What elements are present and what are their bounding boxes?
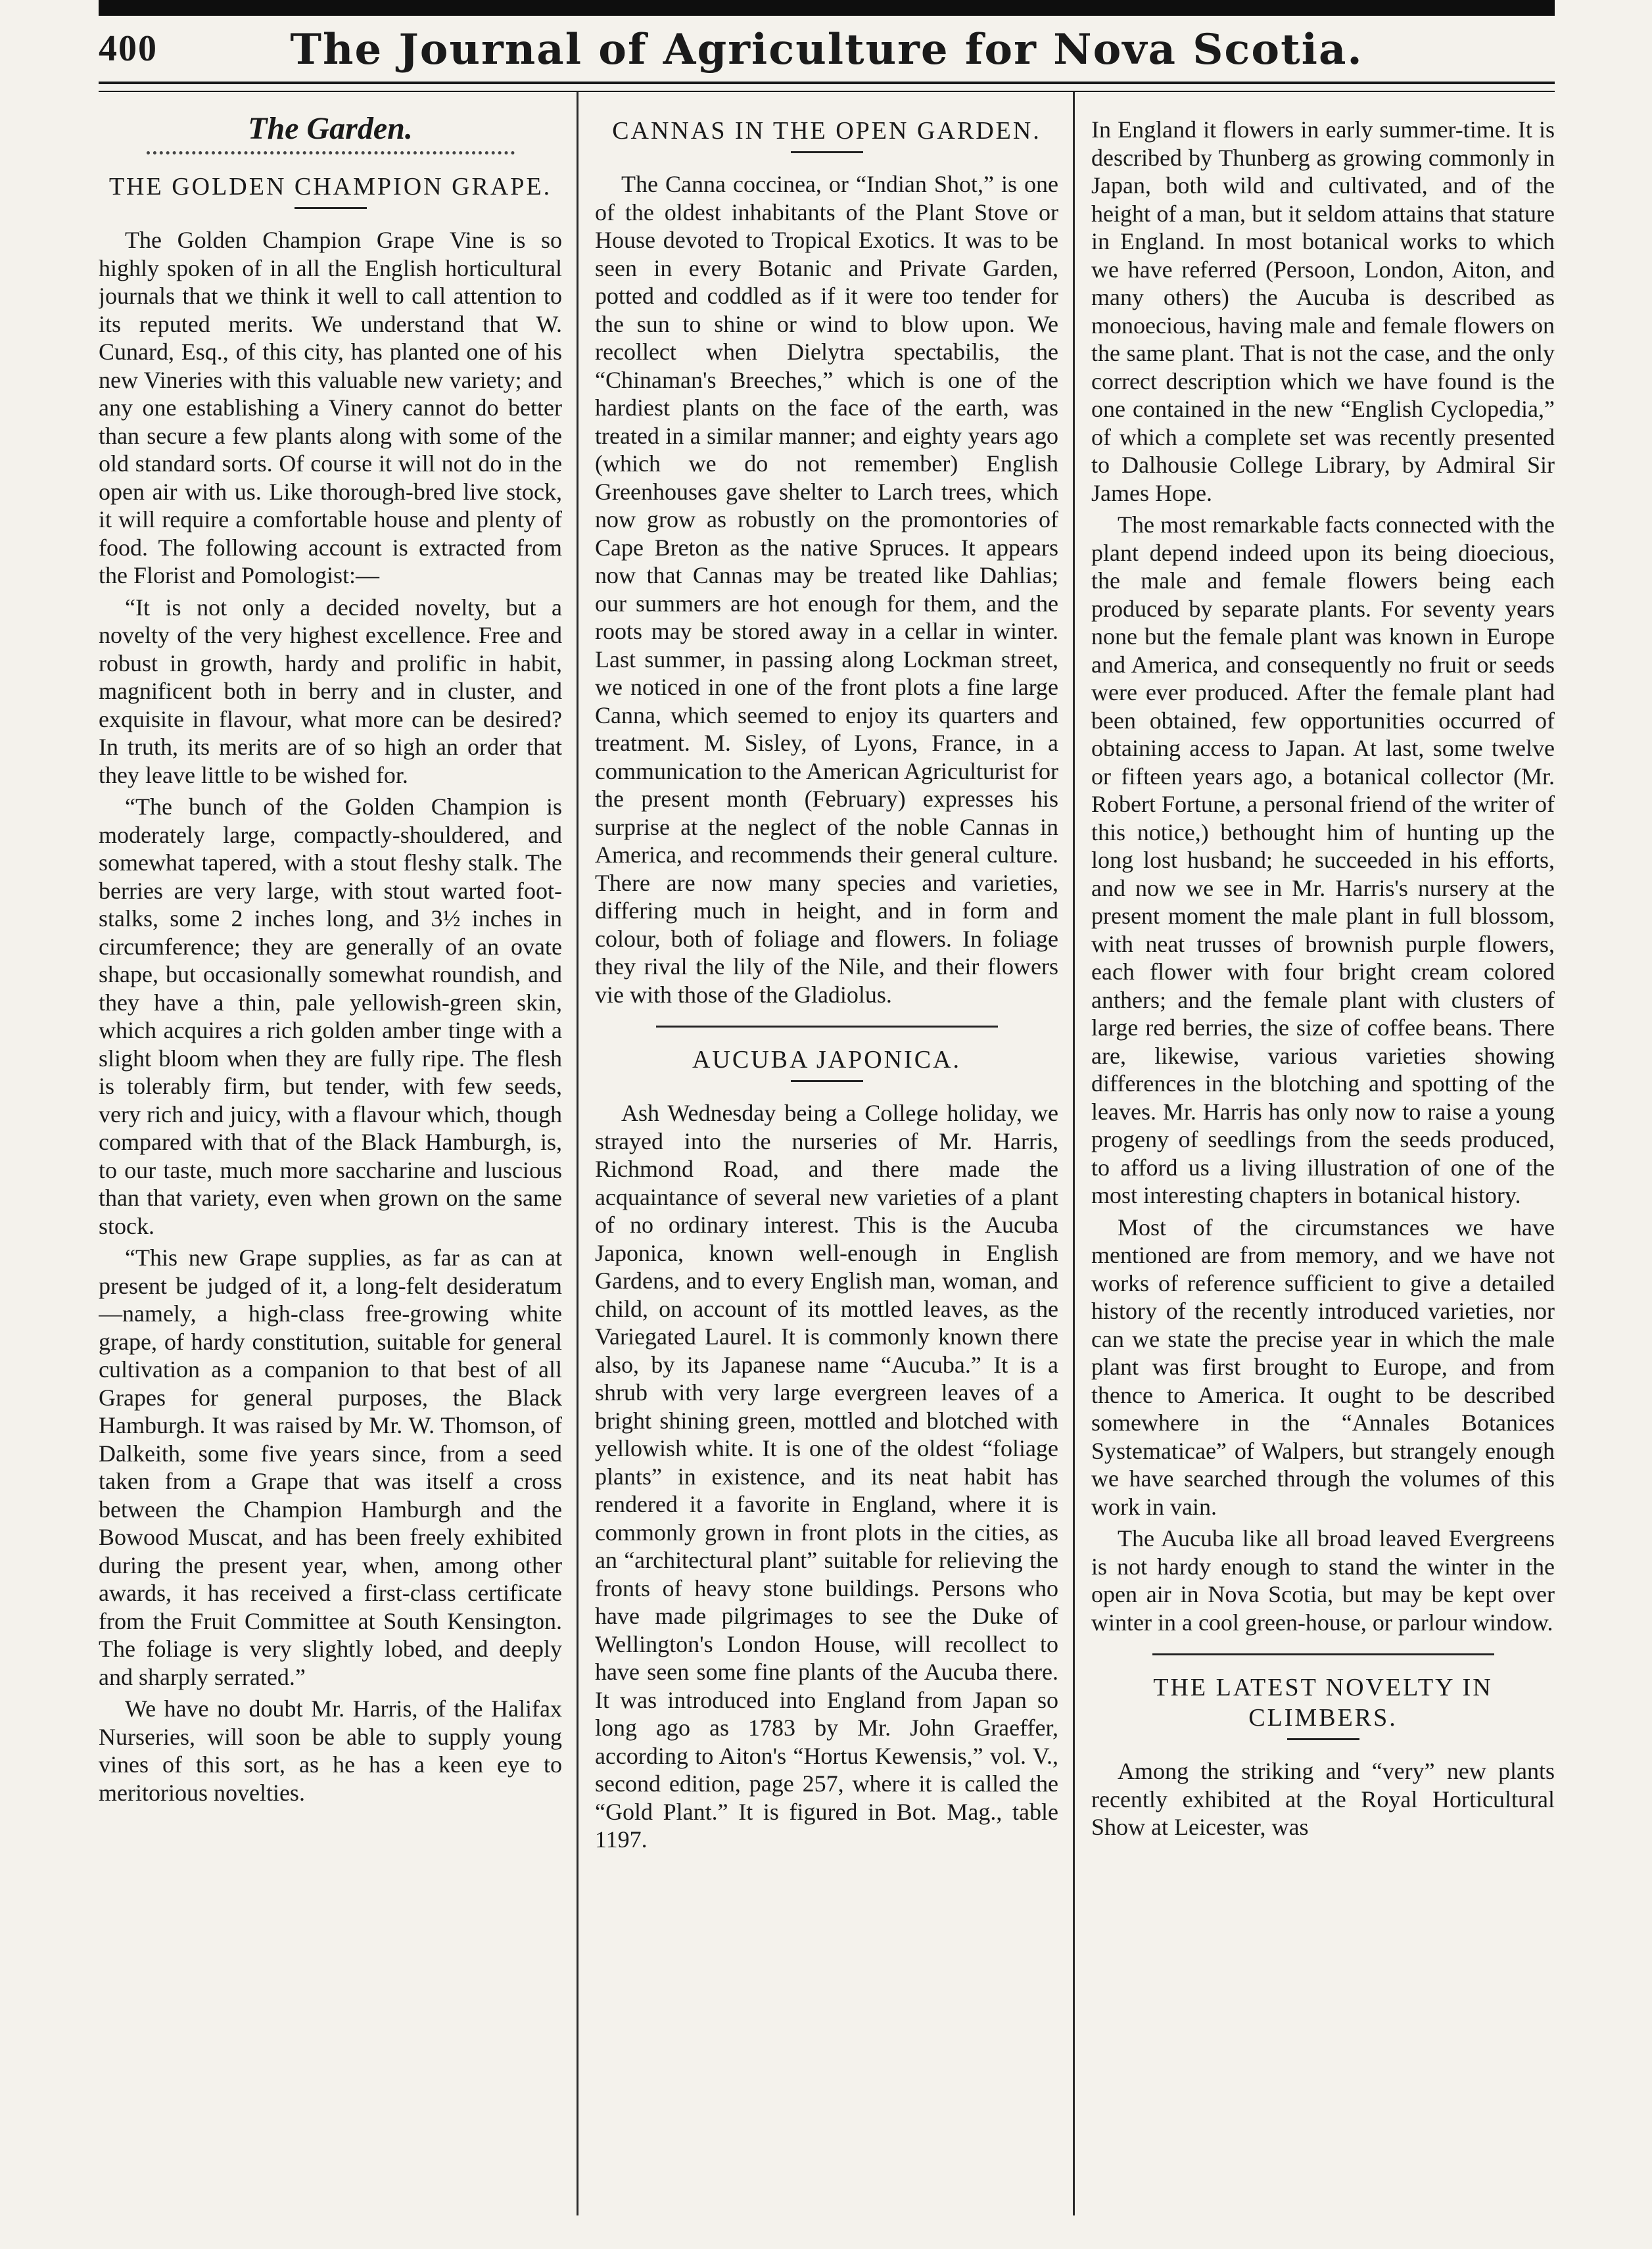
- article-title-latest-novelty-climbers: THE LATEST NOVELTY IN CLIMBERS.: [1153, 1674, 1493, 1732]
- section-rule: [656, 1026, 998, 1028]
- article-title-aucuba-japonica: AUCUBA JAPONICA.: [692, 1046, 962, 1074]
- dotted-ornament: [147, 151, 515, 154]
- department-heading: The Garden.: [248, 111, 413, 146]
- title-rule: [791, 151, 863, 153]
- journal-title: The Journal of Agriculture for Nova Scotia.: [290, 25, 1363, 74]
- paragraph: “This new Grape supplies, as far as can at present be judged of it, a long-felt desideratum—namely, a high-class free-growing white grape, of hardy constitution, suitable for general cultivation as a companion to that best of all Grapes for general purposes, the Black Hamburgh. It was raised by Mr. W. Thomson, of Dalkeith, some five years since, from a seed taken from a Grape that was itself a cross between the Champion Hamburgh and the Bowood Muscat, and has been freely exhibited during the present year, when, among other awards, it has received a first-class certificate from the Fruit Committee at South Kensington. The foliage is very slightly lobed, and deeply and sharply serrated.”: [99, 1244, 562, 1690]
- article-title-cannas: CANNAS IN THE OPEN GARDEN.: [612, 117, 1041, 145]
- page-header: [99, 25, 1555, 72]
- paragraph: We have no doubt Mr. Harris, of the Halifax Nurseries, will soon be able to supply young vines of this sort, as he has a keen eye to meritorious novelties.: [99, 1695, 562, 1806]
- column-divider-1: [577, 92, 578, 2215]
- paragraph: The most remarkable facts connected with the plant depend indeed upon its being dioecious, the male and female flowers being each produced by separate plants. For seventy years none but the female plant was known in Europe and America, and consequently no fruit or seeds were ever produced. After the female plant had been obtained, few opportunities occurred of obtaining access to Japan. At last, some twelve or fifteen years ago, a botanical collector (Mr. Robert Fortune, a personal friend of the writer of this notice,) bethought him of hunting up the long lost husband; he succeeded in his efforts, and now we see in Mr. Harris's nursery at the present moment the male plant in full blossom, with neat trusses of brownish purple flowers, each flower with four bright cream colored anthers; and the female plant with clusters of large red berries, the size of coffee beans. There are, likewise, various varieties showing differences in the blotching and spotting of the leaves. Mr. Harris has only now to raise a young progeny of seedlings from the seeds produced, to afford us a living illustration of one of the most interesting chapters in botanical history.: [1091, 511, 1555, 1208]
- title-rule: [295, 207, 367, 209]
- page-number: 400: [99, 28, 158, 69]
- title-rule: [1287, 1738, 1359, 1740]
- paragraph: Ash Wednesday being a College holiday, we strayed into the nurseries of Mr. Harris, Richmond Road, and there made the acquaintance of several new varieties of a plant of no ordinary interest. This is the Aucuba Japonica, known well-enough in English Gardens, and to every English man, woman, and child, on account of its mottled leaves, as the Variegated Laurel. It is commonly known there also, by its Japanese name “Aucuba.” It is a shrub with very large evergreen leaves of a bright shining green, mottled and blotched with yellowish white. It is one of the oldest “foliage plants” in existence, and its neat habit has rendered it a favorite in England, where it is commonly grown in front plots in the cities, as an “architectural plant” suitable for relieving the fronts of heavy stone buildings. Persons who have made pilgrimages to see the Duke of Wellington's London House, will recollect to have seen some fine plants of the Aucuba there. It was introduced into England from Japan so long ago as 1783 by Mr. John Graeffer, according to Aiton's “Hortus Kewensis,” vol. V., second edition, page 257, where it is called the “Gold Plant.” It is figured in Bot. Mag., table 1197.: [595, 1100, 1058, 1853]
- paragraph: Most of the circumstances we have mentioned are from memory, and we have not works of reference sufficient to give a detailed history of the recently introduced varieties, nor can we state the precise year in which the male plant was first brought to Europe, and from thence to America. It ought to be described somewhere in the “Annales Botanices Systematicae” of Walpers, but strangely enough we have searched through the volumes of this work in vain.: [1091, 1214, 1555, 1520]
- title-rule: [791, 1080, 863, 1082]
- paragraph: “The bunch of the Golden Champion is moderately large, compactly-shouldered, and somewhat tapered, with a stout fleshy stalk. The berries are very large, with stout warted foot-stalks, some 2 inches long, and 3½ inches in circumference; they are generally of an ovate shape, but occasionally somewhat roundish, and they have a thin, pale yellowish-green skin, which acquires a rich golden amber tinge with a slight bloom when they are fully ripe. The flesh is tolerably firm, but tender, with few seeds, very rich and juicy, with a flavour which, though compared with that of the Black Hamburgh, is, to our taste, much more saccharine and luscious than that variety, even when grown on the same stock.: [99, 793, 562, 1239]
- paragraph: The Canna coccinea, or “Indian Shot,” is one of the oldest inhabitants of the Plant Stove or House devoted to Tropical Exotics. It was to be seen in every Botanic and Private Garden, potted and coddled as if it were too tender for the sun to shine or wind to blow upon. We recollect when Dielytra spectabilis, the “Chinaman's Breeches,” which is one of the hardiest plants on the face of the earth, was treated in a similar manner; and eighty years ago (which we do not remember) English Greenhouses gave shelter to Larch trees, which now grow as robustly on the promontories of Cape Breton as the native Spruces. It appears now that Cannas may be treated like Dahlias; our summers are hot enough for them, and the roots may be stored away in a cellar in winter. Last summer, in passing along Lockman street, we noticed in one of the front plots a fine large Canna, which seemed to enjoy its quarters and treatment. M. Sisley, of Lyons, France, in a communication to the American Agriculturist for the present month (February) expresses his surprise at the neglect of the noble Cannas in America, and recommends their general culture. There are now many species and varieties, differing much in height, and in form and colour, both of foliage and flowers. In foliage they rival the lily of the Nile, and their flowers vie with those of the Gladiolus.: [595, 171, 1058, 1008]
- section-rule: [1152, 1653, 1494, 1655]
- paragraph: In England it flowers in early summer-time. It is described by Thunberg as growing commonly in Japan, both wild and cultivated, and of the height of a man, but it seldom attains that stature in England. In most botanical works to which we have referred (Persoon, London, Aiton, and many others) the Aucuba is described as monoecious, having male and female flowers on the same plant. That is not the case, and the only correct description which we have found is the one contained in the new “English Cyclopedia,” of which a complete set was recently presented to Dalhousie College Library, by Admiral Sir James Hope.: [1091, 116, 1555, 506]
- column-1: [99, 105, 562, 2202]
- top-black-bar: [99, 0, 1555, 16]
- header-double-rule: [99, 82, 1555, 92]
- paragraph: The Aucuba like all broad leaved Evergreens is not hardy enough to stand the winter in the open air in Nova Scotia, but may be kept over winter in a cool green-house, or parlour window.: [1091, 1525, 1555, 1636]
- column-divider-2: [1073, 92, 1075, 2215]
- paragraph: The Golden Champion Grape Vine is so highly spoken of in all the English horticultural journals that we think it well to call attention to its reputed merits. We understand that W. Cunard, Esq., of this city, has planted one of his new Vineries with this valuable new variety; and any one establishing a Vinery cannot do better than secure a few plants along with some of the old standard sorts. Of course it will not do in the open air with us. Like thorough-bred live stock, it will require a comfortable house and plenty of food. The following account is extracted from the Florist and Pomologist:—: [99, 227, 562, 588]
- column-3: [1091, 105, 1555, 2202]
- column-2: [595, 105, 1058, 2202]
- paragraph: “It is not only a decided novelty, but a novelty of the very highest excellence. Free and robust in growth, hardy and prolific in habit, magnificent both in berry and in cluster, and exquisite in flavour, what more can be desired? In truth, its merits are of so high an order that they leave little to be wished for.: [99, 594, 562, 788]
- article-title-golden-champion-grape: THE GOLDEN CHAMPION GRAPE.: [108, 173, 552, 201]
- paragraph: Among the striking and “very” new plants recently exhibited at the Royal Horticultural Show at Leicester, was: [1091, 1758, 1555, 1840]
